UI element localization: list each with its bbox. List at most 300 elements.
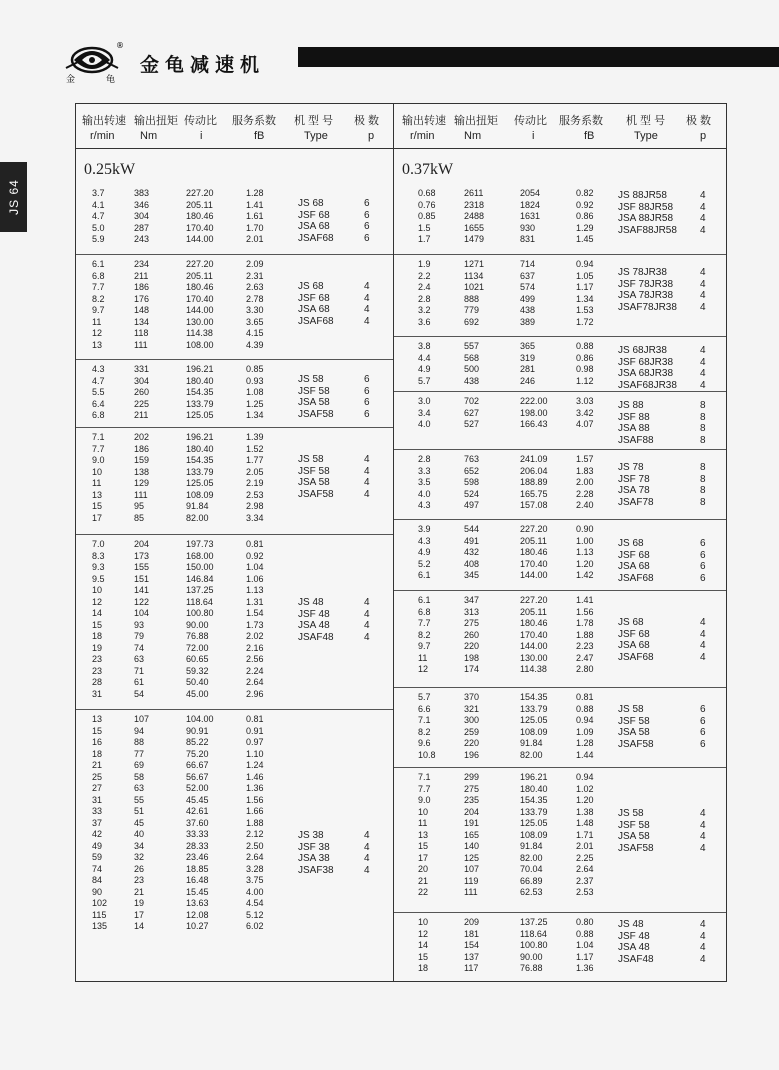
cell-ratio: 188.89 bbox=[520, 477, 548, 487]
pole-count: 4 bbox=[364, 864, 370, 876]
type-entry bbox=[618, 842, 706, 855]
cell-torque: 1021 bbox=[464, 282, 485, 292]
pole-count: 4 bbox=[700, 628, 706, 640]
pole-count: 4 bbox=[364, 281, 370, 292]
cell-service: 1.57 bbox=[576, 454, 594, 464]
cell-service: 3.34 bbox=[246, 512, 264, 523]
pole-count: 4 bbox=[700, 278, 706, 290]
cell-speed: 3.7 bbox=[92, 188, 105, 198]
type-entry bbox=[298, 221, 370, 233]
type-name: JSA 58 bbox=[618, 831, 650, 842]
cell-service: 1.24 bbox=[246, 760, 264, 770]
cell-torque: 527 bbox=[464, 419, 480, 429]
type-entry bbox=[618, 628, 706, 641]
cell-ratio: 222.00 bbox=[520, 396, 548, 406]
table-row bbox=[76, 898, 393, 910]
pole-count: 6 bbox=[700, 704, 706, 715]
type-entry bbox=[298, 830, 370, 842]
power-rating: 0.37kW bbox=[402, 161, 454, 178]
table-row bbox=[76, 200, 393, 212]
cell-ratio: 180.46 bbox=[520, 547, 548, 557]
cell-service: 2.25 bbox=[576, 852, 594, 863]
cell-torque: 524 bbox=[464, 488, 480, 499]
column-025kw bbox=[76, 104, 393, 981]
cell-torque: 93 bbox=[134, 619, 145, 630]
cell-speed: 3.2 bbox=[418, 305, 431, 315]
type-entry bbox=[618, 267, 706, 279]
model-group bbox=[394, 254, 726, 341]
cell-ratio: 180.40 bbox=[186, 443, 214, 454]
cell-service: 0.81 bbox=[576, 692, 594, 702]
table-row bbox=[76, 864, 393, 876]
cell-service: 2.00 bbox=[576, 477, 594, 487]
type-name: JSF 68 bbox=[618, 549, 650, 561]
model-group bbox=[394, 449, 726, 524]
cell-service: 1.73 bbox=[246, 619, 264, 630]
cell-speed: 6.1 bbox=[418, 570, 431, 580]
cell-speed: 74 bbox=[92, 863, 103, 874]
table-row bbox=[76, 317, 393, 329]
cell-ratio: 50.40 bbox=[186, 677, 209, 687]
table-row bbox=[394, 841, 726, 853]
power-rating: 0.25kW bbox=[84, 161, 136, 178]
cell-torque: 51 bbox=[134, 806, 145, 816]
cell-speed: 8.2 bbox=[418, 726, 431, 737]
cell-speed: 1.5 bbox=[418, 222, 431, 233]
cell-torque: 176 bbox=[134, 293, 150, 304]
type-name: JSF 68 bbox=[298, 209, 330, 221]
cell-ratio: 45.00 bbox=[186, 688, 209, 699]
cell-ratio: 100.80 bbox=[186, 608, 214, 618]
cell-service: 2.53 bbox=[246, 489, 264, 500]
cell-service: 3.75 bbox=[246, 875, 264, 885]
table-row bbox=[394, 727, 726, 739]
cell-speed: 20 bbox=[418, 864, 429, 874]
model-group bbox=[394, 336, 726, 396]
type-entry bbox=[618, 496, 706, 509]
cell-torque: 141 bbox=[134, 585, 150, 595]
type-name: JSA 38 bbox=[298, 853, 330, 864]
cell-speed: 7.1 bbox=[418, 715, 431, 725]
cell-service: 2.12 bbox=[246, 829, 264, 839]
cell-torque: 63 bbox=[134, 654, 145, 664]
header-unit-torque: Nm bbox=[464, 130, 482, 142]
type-entry bbox=[618, 738, 706, 751]
cell-ratio: 72.00 bbox=[186, 642, 209, 653]
table-row bbox=[394, 807, 726, 819]
cell-speed: 10.8 bbox=[418, 749, 436, 760]
table-row bbox=[76, 551, 393, 563]
pole-count: 6 bbox=[364, 232, 370, 244]
cell-ratio: 205.11 bbox=[520, 606, 547, 617]
cell-torque: 2318 bbox=[464, 199, 485, 210]
table-row bbox=[76, 921, 393, 933]
cell-speed: 15 bbox=[92, 725, 103, 736]
cell-torque: 259 bbox=[464, 726, 480, 737]
table-row bbox=[76, 271, 393, 283]
column-header bbox=[394, 104, 726, 149]
cell-torque: 204 bbox=[464, 806, 480, 817]
cell-torque: 94 bbox=[134, 725, 145, 736]
cell-torque: 2611 bbox=[464, 188, 484, 198]
cell-torque: 260 bbox=[134, 387, 150, 397]
header-unit-type: Type bbox=[304, 130, 328, 142]
type-name: JS 78 bbox=[618, 462, 644, 473]
cell-torque: 191 bbox=[464, 818, 480, 828]
type-name: JS 68 bbox=[618, 538, 644, 549]
cell-service: 2.40 bbox=[576, 500, 594, 510]
cell-ratio: 227.20 bbox=[520, 595, 548, 605]
table-row bbox=[394, 738, 726, 750]
pole-count: 4 bbox=[364, 853, 370, 864]
cell-speed: 12 bbox=[92, 328, 103, 338]
table-row bbox=[76, 387, 393, 399]
cell-torque: 220 bbox=[464, 641, 480, 651]
cell-torque: 331 bbox=[134, 364, 150, 374]
cell-ratio: 28.33 bbox=[186, 840, 209, 851]
table-row bbox=[76, 608, 393, 620]
type-name: JSAF48 bbox=[618, 953, 654, 965]
cell-torque: 313 bbox=[464, 606, 480, 617]
table-row bbox=[76, 760, 393, 772]
cell-speed: 0.68 bbox=[418, 188, 436, 198]
cell-service: 1.13 bbox=[576, 547, 594, 557]
cell-ratio: 133.79 bbox=[186, 466, 214, 477]
pole-count: 4 bbox=[364, 292, 370, 304]
cell-torque: 79 bbox=[134, 631, 145, 641]
type-list bbox=[298, 454, 370, 500]
type-name: JS 58 bbox=[618, 808, 644, 819]
pole-count: 6 bbox=[700, 715, 706, 727]
type-name: JSAF88 bbox=[618, 434, 654, 446]
cell-torque: 125 bbox=[464, 852, 480, 863]
cell-speed: 5.0 bbox=[92, 222, 105, 233]
pole-count: 4 bbox=[364, 488, 370, 500]
cell-torque: 165 bbox=[464, 829, 480, 840]
header-service: 服务系数 bbox=[232, 115, 276, 127]
cell-ratio: 12.08 bbox=[186, 909, 209, 920]
cell-speed: 6.8 bbox=[92, 270, 105, 281]
cell-service: 1.46 bbox=[246, 771, 264, 782]
type-list bbox=[298, 281, 370, 327]
header-poles: 极 数 bbox=[686, 115, 712, 127]
cell-torque: 174 bbox=[464, 664, 480, 674]
cell-speed: 11 bbox=[418, 652, 428, 663]
cell-torque: 211 bbox=[134, 270, 149, 281]
cell-speed: 49 bbox=[92, 840, 103, 851]
table-row bbox=[394, 454, 726, 466]
cell-service: 1.88 bbox=[246, 817, 264, 828]
type-name: JSA 68 bbox=[298, 304, 330, 315]
cell-speed: 13 bbox=[92, 339, 103, 350]
cell-speed: 5.9 bbox=[92, 234, 105, 244]
cell-speed: 13 bbox=[92, 489, 103, 500]
table-row bbox=[394, 641, 726, 653]
cell-speed: 4.4 bbox=[418, 352, 431, 363]
header-unit-type: Type bbox=[634, 130, 658, 142]
cell-speed: 135 bbox=[92, 921, 108, 931]
table-row bbox=[394, 559, 726, 571]
model-group bbox=[394, 519, 726, 595]
cell-speed: 18 bbox=[92, 631, 103, 641]
type-name: JSF 68 bbox=[618, 628, 650, 640]
cell-ratio: 206.04 bbox=[520, 465, 548, 476]
pole-count: 4 bbox=[700, 356, 706, 368]
type-entry bbox=[298, 488, 370, 501]
cell-ratio: 130.00 bbox=[186, 316, 214, 327]
cell-torque: 568 bbox=[464, 352, 480, 363]
cell-speed: 15 bbox=[92, 619, 103, 630]
cell-ratio: 168.00 bbox=[186, 550, 214, 561]
cell-service: 6.02 bbox=[246, 921, 264, 931]
cell-ratio: 70.04 bbox=[520, 864, 543, 874]
type-name: JSA 68 bbox=[618, 561, 650, 572]
type-name: JSA 78JR38 bbox=[618, 290, 674, 301]
type-entry bbox=[298, 597, 370, 609]
cell-service: 1.13 bbox=[246, 585, 264, 595]
header-torque: 输出扭矩 bbox=[454, 115, 498, 127]
cell-torque: 104 bbox=[134, 608, 150, 618]
cell-speed: 9.0 bbox=[418, 795, 431, 805]
type-name: JS 68 bbox=[298, 281, 324, 292]
pole-count: 4 bbox=[364, 315, 370, 327]
cell-speed: 15 bbox=[92, 501, 103, 511]
cell-torque: 1271 bbox=[464, 259, 485, 269]
cell-torque: 119 bbox=[464, 875, 479, 886]
cell-ratio: 76.88 bbox=[186, 631, 209, 641]
type-name: JSAF58 bbox=[298, 488, 334, 500]
cell-torque: 117 bbox=[464, 963, 479, 973]
cell-ratio: 104.00 bbox=[186, 714, 214, 724]
cell-speed: 4.7 bbox=[92, 211, 105, 221]
cell-service: 0.85 bbox=[246, 364, 264, 374]
cell-service: 1.04 bbox=[246, 562, 264, 572]
table-row bbox=[76, 795, 393, 807]
cell-service: 0.97 bbox=[246, 737, 264, 747]
type-entry bbox=[298, 408, 370, 421]
type-list bbox=[298, 198, 370, 244]
model-group bbox=[394, 912, 726, 989]
type-entry bbox=[298, 385, 370, 398]
pole-count: 4 bbox=[364, 454, 370, 465]
table-row bbox=[394, 477, 726, 489]
cell-speed: 7.7 bbox=[92, 443, 105, 454]
cell-speed: 1.7 bbox=[418, 234, 431, 244]
cell-service: 2.37 bbox=[576, 875, 594, 886]
type-name: JSA 48 bbox=[618, 942, 650, 953]
table-row bbox=[76, 539, 393, 551]
type-entry bbox=[618, 213, 706, 225]
table-row bbox=[394, 830, 726, 842]
cell-ratio: 118.64 bbox=[186, 596, 213, 607]
cell-service: 1.88 bbox=[576, 629, 594, 640]
type-entry bbox=[618, 473, 706, 486]
cell-torque: 211 bbox=[134, 410, 149, 420]
cell-service: 1.61 bbox=[246, 211, 264, 221]
type-list bbox=[618, 400, 706, 446]
table-row bbox=[394, 317, 726, 329]
cell-speed: 8.2 bbox=[92, 293, 105, 304]
type-entry bbox=[298, 631, 370, 644]
model-group bbox=[76, 184, 393, 258]
cell-service: 2.09 bbox=[246, 259, 264, 269]
cell-ratio: 180.46 bbox=[520, 618, 548, 628]
type-list bbox=[618, 538, 706, 584]
cell-torque: 304 bbox=[134, 211, 150, 221]
pole-count: 4 bbox=[700, 301, 706, 313]
pole-count: 8 bbox=[700, 496, 706, 508]
table-row bbox=[76, 726, 393, 738]
cell-torque: 1134 bbox=[464, 270, 484, 281]
cell-service: 3.30 bbox=[246, 305, 264, 315]
cell-speed: 1.9 bbox=[418, 259, 431, 269]
cell-ratio: 227.20 bbox=[520, 524, 548, 534]
cell-ratio: 18.85 bbox=[186, 863, 209, 874]
cell-service: 2.96 bbox=[246, 688, 264, 699]
pole-count: 4 bbox=[364, 608, 370, 620]
type-entry bbox=[618, 549, 706, 562]
cell-service: 2.02 bbox=[246, 631, 264, 641]
cell-service: 0.81 bbox=[246, 714, 264, 724]
cell-service: 2.05 bbox=[246, 466, 264, 477]
model-group bbox=[394, 687, 726, 772]
cell-service: 4.39 bbox=[246, 339, 264, 350]
cell-service: 3.42 bbox=[576, 407, 594, 418]
cell-torque: 137 bbox=[464, 951, 480, 962]
cell-service: 1.53 bbox=[576, 305, 594, 315]
type-entry bbox=[298, 841, 370, 854]
cell-speed: 12 bbox=[418, 664, 429, 674]
table-row bbox=[76, 631, 393, 643]
cell-service: 1.05 bbox=[576, 270, 594, 281]
cell-ratio: 66.67 bbox=[186, 760, 209, 770]
type-entry bbox=[618, 400, 706, 412]
cell-ratio: 114.38 bbox=[520, 664, 547, 674]
header-type: 机 型 号 bbox=[626, 115, 666, 127]
cell-service: 2.64 bbox=[246, 677, 264, 687]
pole-count: 6 bbox=[700, 727, 706, 738]
header-unit-poles: p bbox=[700, 130, 707, 142]
cell-ratio: 90.00 bbox=[186, 619, 209, 630]
cell-speed: 13 bbox=[418, 829, 429, 840]
table-row bbox=[394, 607, 726, 619]
cell-service: 1.41 bbox=[246, 199, 264, 210]
pole-count: 4 bbox=[700, 831, 706, 842]
type-entry bbox=[618, 561, 706, 573]
type-list bbox=[298, 374, 370, 420]
cell-service: 1.36 bbox=[246, 783, 264, 793]
cell-torque: 198 bbox=[464, 652, 480, 663]
cell-speed: 9.6 bbox=[418, 738, 431, 748]
table-row bbox=[394, 784, 726, 796]
cell-torque: 71 bbox=[134, 665, 145, 676]
type-entry bbox=[298, 864, 370, 877]
cell-torque: 34 bbox=[134, 840, 145, 851]
cell-torque: 63 bbox=[134, 783, 145, 793]
header-unit-poles: p bbox=[368, 130, 375, 142]
cell-ratio: 108.09 bbox=[186, 489, 214, 500]
logo-char-left: 金 bbox=[66, 75, 76, 84]
type-name: JSF 88JR58 bbox=[618, 201, 674, 213]
table-row bbox=[76, 223, 393, 235]
cell-ratio: 76.88 bbox=[520, 963, 543, 973]
pole-count: 6 bbox=[364, 408, 370, 420]
cell-ratio: 198.00 bbox=[520, 407, 548, 418]
cell-speed: 7.7 bbox=[418, 618, 431, 628]
type-entry bbox=[298, 198, 370, 210]
table-row bbox=[76, 467, 393, 479]
header-bar bbox=[298, 47, 779, 67]
cell-torque: 155 bbox=[134, 562, 150, 572]
cell-ratio: 91.84 bbox=[520, 841, 543, 851]
table-row bbox=[76, 806, 393, 818]
model-group bbox=[394, 767, 726, 917]
type-name: JSAF88JR58 bbox=[618, 224, 677, 236]
type-name: JSAF58 bbox=[618, 738, 654, 750]
table-row bbox=[394, 887, 726, 899]
type-entry bbox=[618, 434, 706, 447]
table-row bbox=[394, 750, 726, 762]
cell-torque: 204 bbox=[134, 539, 150, 549]
cell-service: 1.56 bbox=[576, 606, 594, 617]
cell-torque: 627 bbox=[464, 407, 480, 418]
cell-service: 1.34 bbox=[576, 293, 594, 304]
cell-ratio: 281 bbox=[520, 364, 536, 374]
cell-service: 1.28 bbox=[246, 188, 264, 198]
cell-ratio: 150.00 bbox=[186, 562, 214, 572]
pole-count: 8 bbox=[700, 411, 706, 423]
table-row bbox=[394, 536, 726, 548]
cell-speed: 102 bbox=[92, 898, 108, 908]
table-row bbox=[76, 259, 393, 271]
cell-speed: 6.8 bbox=[92, 410, 105, 420]
cell-service: 1.77 bbox=[246, 455, 264, 465]
pole-count: 6 bbox=[364, 209, 370, 221]
cell-service: 0.94 bbox=[576, 772, 594, 782]
registered-mark: ® bbox=[116, 41, 124, 50]
column-header bbox=[76, 104, 393, 149]
table-row bbox=[76, 364, 393, 376]
cell-speed: 21 bbox=[418, 875, 429, 886]
table-row bbox=[394, 876, 726, 888]
cell-ratio: 389 bbox=[520, 316, 536, 327]
cell-ratio: 1631 bbox=[520, 211, 541, 221]
table-row bbox=[76, 620, 393, 632]
type-list bbox=[618, 808, 706, 854]
cell-service: 1.39 bbox=[246, 432, 264, 442]
header-service: 服务系数 bbox=[559, 115, 603, 127]
cell-service: 2.53 bbox=[576, 887, 594, 897]
type-name: JS 58 bbox=[298, 454, 324, 465]
cell-torque: 345 bbox=[464, 570, 480, 580]
type-name: JSF 88 bbox=[618, 411, 650, 423]
table-row bbox=[76, 689, 393, 701]
cell-speed: 4.7 bbox=[92, 375, 105, 386]
cell-ratio: 196.21 bbox=[520, 772, 548, 782]
type-entry bbox=[618, 411, 706, 424]
type-entry bbox=[618, 462, 706, 474]
cell-torque: 111 bbox=[464, 887, 478, 897]
cell-service: 2.23 bbox=[576, 641, 594, 651]
cell-ratio: 170.40 bbox=[520, 558, 548, 569]
type-entry bbox=[618, 831, 706, 843]
cell-speed: 4.3 bbox=[418, 500, 431, 510]
cell-speed: 4.0 bbox=[418, 488, 431, 499]
cell-speed: 14 bbox=[418, 940, 429, 950]
type-entry bbox=[618, 379, 706, 392]
header-torque: 输出扭矩 bbox=[134, 115, 178, 127]
type-entry bbox=[298, 465, 370, 478]
